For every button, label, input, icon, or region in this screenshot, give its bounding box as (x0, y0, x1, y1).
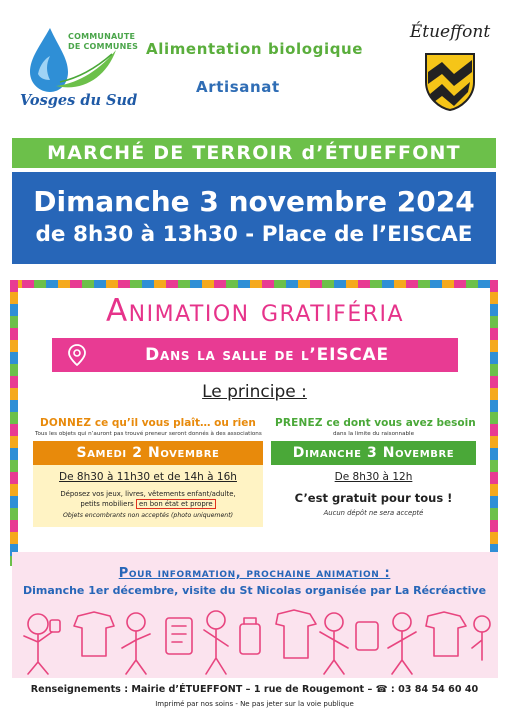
swap-doodles-illustration (16, 602, 494, 676)
good-condition-note: en bon état et propre (136, 499, 216, 509)
sunday-heading: Dimanche 3 Novembre (271, 441, 476, 465)
vosges-du-sud-logo (16, 20, 146, 120)
tagline-crafts: Artisanat (196, 78, 280, 96)
room-text: Dans la salle de l’EISCAE (145, 345, 389, 365)
take-heading (275, 417, 476, 429)
take-prefix: PRENEZ (275, 417, 323, 429)
market-title: MARCHÉ DE TERROIR d’ÉTUEFFONT (12, 138, 496, 168)
no-deposit-note: Aucun dépôt ne sera accepté (323, 509, 424, 517)
sunday-hours: De 8h30 à 12h (334, 471, 413, 483)
saturday-heading: Samedi 2 Novembre (33, 441, 263, 465)
town-name: Étueffont (409, 22, 491, 42)
header (0, 0, 509, 128)
room-banner (52, 338, 458, 372)
logo-name: Vosges du Sud (20, 92, 138, 109)
animation-title: Animation gratiféria (105, 293, 405, 329)
info-line: Dimanche 1er décembre, visite du St Nicolas organisée par La Récréactive (22, 584, 487, 597)
logo-line-2: DE COMMUNES (68, 42, 139, 51)
saturday-hours: De 8h30 à 11h30 et de 14h à 16h (59, 471, 237, 483)
take-rest: ce dont vous avez besoin (322, 417, 476, 429)
market-time-place: de 8h30 à 13h30 - Place de l’EISCAE (35, 222, 473, 247)
info-title: Pour information, prochaine animation : (118, 566, 391, 581)
give-heading (40, 417, 256, 429)
give-prefix: DONNEZ (40, 417, 92, 429)
give-note: Tous les objets qui n’auront pas trouvé preneur seront donnés à des associations (35, 431, 262, 437)
principle-text: Le principe : (202, 382, 307, 402)
logo-line-1: COMMUNAUTE (68, 32, 136, 41)
market-date: Dimanche 3 novembre 2024 (33, 185, 475, 218)
contact-info: Renseignements : Mairie d’ÉTUEFFONT – 1 rue de Rougemont – ☎ : 03 84 54 60 40 (30, 684, 479, 695)
principle-heading (0, 382, 509, 402)
saturday-deposit (33, 489, 263, 509)
deposit-line-2 (33, 499, 263, 509)
take-note: dans la limite du raisonnable (333, 431, 415, 437)
give-rest: ce qu’il vous plaît… ou rien (91, 417, 256, 429)
print-notice: Imprimé par nos soins - Ne pas jeter sur la voie publique (155, 700, 354, 708)
tagline-organic: Alimentation biologique (146, 40, 364, 58)
market-date-banner (12, 172, 496, 264)
bulky-items-note: Objets encombrants non acceptés (photo uniquement) (62, 512, 234, 519)
coat-of-arms-icon (424, 52, 476, 112)
saturday-box (33, 441, 263, 527)
sunday-box (271, 441, 476, 527)
deposit-line-2a: petits mobiliers (80, 500, 136, 508)
deposit-line-1: Déposez vos jeux, livres, vêtements enfant/adulte, (60, 490, 236, 498)
free-for-all: C’est gratuit pour tous ! (294, 491, 453, 505)
